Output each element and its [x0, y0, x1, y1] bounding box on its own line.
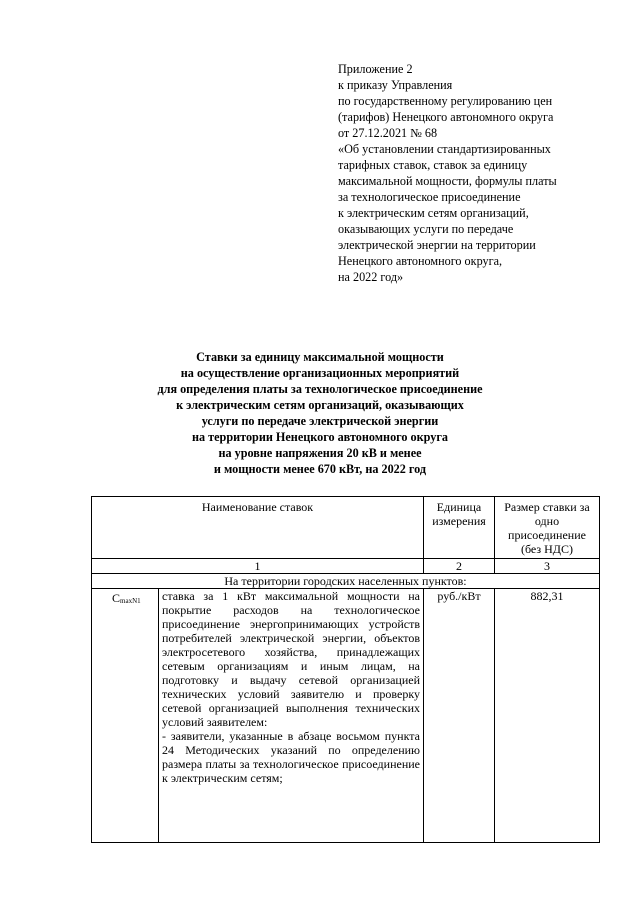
appendix-header	[338, 61, 618, 285]
table-row	[92, 589, 600, 843]
rate-code-subscript: maxN1	[120, 597, 141, 605]
rate-unit: руб./кВт	[424, 589, 495, 843]
rate-code-main: C	[112, 591, 121, 605]
title-line: Ставки за единицу максимальной мощности	[196, 350, 444, 364]
table-header-row	[92, 497, 600, 559]
title-line: к электрическим сетям организаций, оказывающих	[176, 398, 464, 412]
appendix-line: электрической энергии на территории	[338, 238, 536, 252]
appendix-line: по государственному регулированию цен	[338, 94, 553, 108]
section-row	[92, 574, 600, 589]
appendix-line: к приказу Управления	[338, 78, 453, 92]
appendix-line: к электрическим сетям организаций,	[338, 206, 529, 220]
column-number: 1	[92, 559, 424, 574]
column-number: 3	[495, 559, 600, 574]
document-title	[80, 349, 560, 477]
title-line: услуги по передаче электрической энергии	[201, 414, 439, 428]
rate-value: 882,31	[495, 589, 600, 843]
title-line: и мощности менее 670 кВт, на 2022 год	[213, 462, 427, 476]
title-line: на осуществление организационных мероприятий	[180, 366, 460, 380]
appendix-line: тарифных ставок, ставок за единицу	[338, 158, 528, 172]
header-name: Наименование ставок	[92, 497, 424, 559]
appendix-line: «Об установлении стандартизированных	[338, 142, 551, 156]
appendix-line: от 27.12.2021 № 68	[338, 126, 438, 140]
appendix-line: за технологическое присоединение	[338, 190, 521, 204]
title-line: для определения платы за технологическое присоединение	[157, 382, 483, 396]
appendix-line: Ненецкого автономного округа,	[338, 254, 503, 268]
appendix-line: (тарифов) Ненецкого автономного округа	[338, 110, 554, 124]
appendix-line: Приложение 2	[338, 62, 413, 76]
header-unit: Единица измерения	[424, 497, 495, 559]
title-line: на уровне напряжения 20 кВ и менее	[218, 446, 422, 460]
rate-description-applicants: - заявители, указанные в абзаце восьмом пункта 24 Методических указаний по определению размера платы за технологическое присоединение к электрическим сетям;	[162, 729, 420, 785]
rate-description-main: ставка за 1 кВт максимальной мощности на покрытие расходов на технологическое присоединение энергопринимающих устройств потребителей электрической энергии, объектов электросетевого хозяйства, принадлежащих сетевым организациям и иным лицам, на подготовку и выдачу сетевой организацией технических условий заявителю и проверку сетевой организацией выполнения технических условий заявителем:	[162, 589, 420, 729]
rate-code	[92, 589, 159, 843]
column-number: 2	[424, 559, 495, 574]
appendix-line: максимальной мощности, формулы платы	[338, 174, 557, 188]
section-title: На территории городских населенных пунктов:	[92, 574, 600, 589]
header-value: Размер ставки за одно присоединение (без НДС)	[495, 497, 600, 559]
appendix-line: оказывающих услуги по передаче	[338, 222, 514, 236]
title-line: на территории Ненецкого автономного округа	[191, 430, 448, 444]
rate-description	[159, 589, 424, 843]
column-number-row	[92, 559, 600, 574]
appendix-line: на 2022 год»	[338, 270, 404, 284]
rates-table	[91, 496, 600, 843]
